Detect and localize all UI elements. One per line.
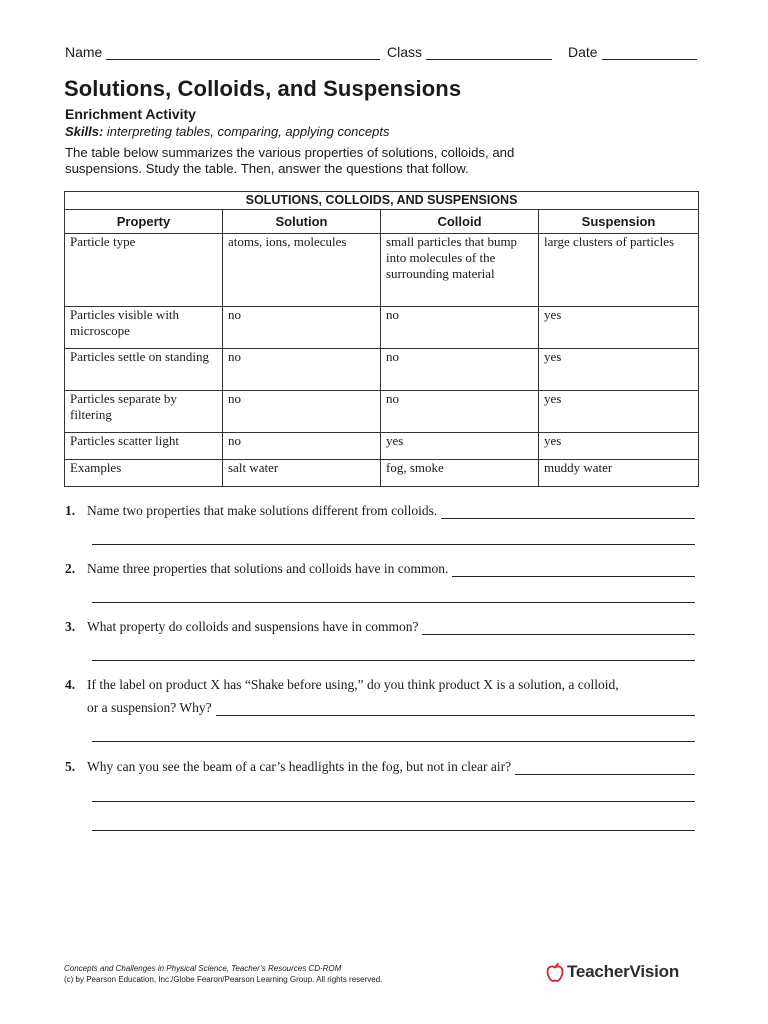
question-text: What property do colloids and suspensions have in common? bbox=[87, 619, 419, 634]
table-cell: Examples bbox=[65, 460, 223, 487]
column-header: Colloid bbox=[381, 210, 539, 234]
answer-line[interactable] bbox=[92, 741, 695, 742]
properties-table bbox=[64, 191, 699, 487]
answer-blank[interactable] bbox=[452, 563, 695, 577]
date-field[interactable] bbox=[568, 44, 697, 60]
page-title: Solutions, Colloids, and Suspensions bbox=[64, 76, 462, 101]
question-text: If the label on product X has “Shake before using,” do you think product X is a solution, a colloid, bbox=[87, 677, 619, 692]
question-text: Name two properties that make solutions different from colloids. bbox=[87, 503, 438, 518]
table-row bbox=[65, 460, 699, 487]
name-blank[interactable] bbox=[106, 45, 380, 60]
table-cell: small particles that bump into molecules of the surrounding material bbox=[381, 234, 539, 307]
answer-blank[interactable] bbox=[216, 702, 695, 716]
table-cell: no bbox=[381, 391, 539, 433]
table-cell: atoms, ions, molecules bbox=[223, 234, 381, 307]
answer-line[interactable] bbox=[92, 660, 695, 661]
date-blank[interactable] bbox=[602, 45, 697, 60]
name-field[interactable] bbox=[65, 44, 380, 60]
column-header: Property bbox=[65, 210, 223, 234]
table-cell: Particles settle on standing bbox=[65, 349, 223, 391]
table-cell: yes bbox=[539, 433, 699, 460]
table-cell: muddy water bbox=[539, 460, 699, 487]
table-cell: no bbox=[381, 349, 539, 391]
question-number: 5. bbox=[65, 759, 76, 774]
footer-source: Concepts and Challenges in Physical Science, Teacher’s Resources CD-ROM bbox=[64, 964, 342, 973]
question-text: or a suspension? Why? bbox=[87, 700, 212, 715]
class-field[interactable] bbox=[387, 44, 552, 60]
question-text: Why can you see the beam of a car’s headlights in the fog, but not in clear air? bbox=[87, 759, 512, 774]
column-header: Suspension bbox=[539, 210, 699, 234]
question-text: Name three properties that solutions and colloids have in common. bbox=[87, 561, 449, 576]
answer-blank[interactable] bbox=[441, 505, 695, 519]
logo-wordmark: TeacherVision bbox=[567, 962, 680, 981]
activity-subtitle: Enrichment Activity bbox=[65, 106, 196, 122]
date-label: Date bbox=[568, 44, 598, 60]
question-number: 1. bbox=[65, 503, 76, 518]
table-row bbox=[65, 391, 699, 433]
table-cell: Particles scatter light bbox=[65, 433, 223, 460]
question-number: 3. bbox=[65, 619, 76, 634]
table-cell: no bbox=[223, 349, 381, 391]
table-row bbox=[65, 307, 699, 349]
table-title: SOLUTIONS, COLLOIDS, AND SUSPENSIONS bbox=[65, 192, 699, 210]
table-cell: yes bbox=[539, 391, 699, 433]
table-row bbox=[65, 234, 699, 307]
table-cell: no bbox=[223, 391, 381, 433]
table-cell: yes bbox=[539, 307, 699, 349]
table-row bbox=[65, 433, 699, 460]
answer-line[interactable] bbox=[92, 830, 695, 831]
table-cell: fog, smoke bbox=[381, 460, 539, 487]
answer-line[interactable] bbox=[92, 801, 695, 802]
skills-text: interpreting tables, comparing, applying concepts bbox=[106, 124, 390, 139]
table-cell: no bbox=[223, 307, 381, 349]
table-cell: salt water bbox=[223, 460, 381, 487]
name-label: Name bbox=[65, 44, 103, 60]
answer-blank[interactable] bbox=[515, 761, 695, 775]
table-cell: yes bbox=[381, 433, 539, 460]
table-row bbox=[65, 349, 699, 391]
intro-paragraph: The table below summarizes the various properties of solutions, colloids, and suspensions. Study the table. Then, answer the questions that follow. bbox=[65, 145, 515, 176]
question-number: 2. bbox=[65, 561, 76, 576]
class-label: Class bbox=[387, 44, 423, 60]
teachervision-logo bbox=[546, 962, 679, 982]
answer-line[interactable] bbox=[92, 544, 695, 545]
skills-label: Skills: bbox=[65, 124, 104, 139]
table-cell: Particles separate by filtering bbox=[65, 391, 223, 433]
student-info-row bbox=[65, 44, 697, 64]
answer-blank[interactable] bbox=[422, 621, 695, 635]
footer-credits bbox=[64, 963, 382, 985]
class-blank[interactable] bbox=[426, 45, 552, 60]
table-cell: yes bbox=[539, 349, 699, 391]
table-cell: no bbox=[381, 307, 539, 349]
answer-line[interactable] bbox=[92, 602, 695, 603]
skills-line bbox=[65, 124, 389, 139]
question-number: 4. bbox=[65, 677, 76, 692]
apple-icon bbox=[546, 962, 564, 982]
table-cell: Particles visible with microscope bbox=[65, 307, 223, 349]
table-cell: Particle type bbox=[65, 234, 223, 307]
table-cell: large clusters of particles bbox=[539, 234, 699, 307]
column-header: Solution bbox=[223, 210, 381, 234]
table-cell: no bbox=[223, 433, 381, 460]
table-header-row bbox=[65, 210, 699, 234]
footer-copyright: (c) by Pearson Education, Inc./Globe Fearon/Pearson Learning Group. All rights reserved. bbox=[64, 975, 383, 984]
